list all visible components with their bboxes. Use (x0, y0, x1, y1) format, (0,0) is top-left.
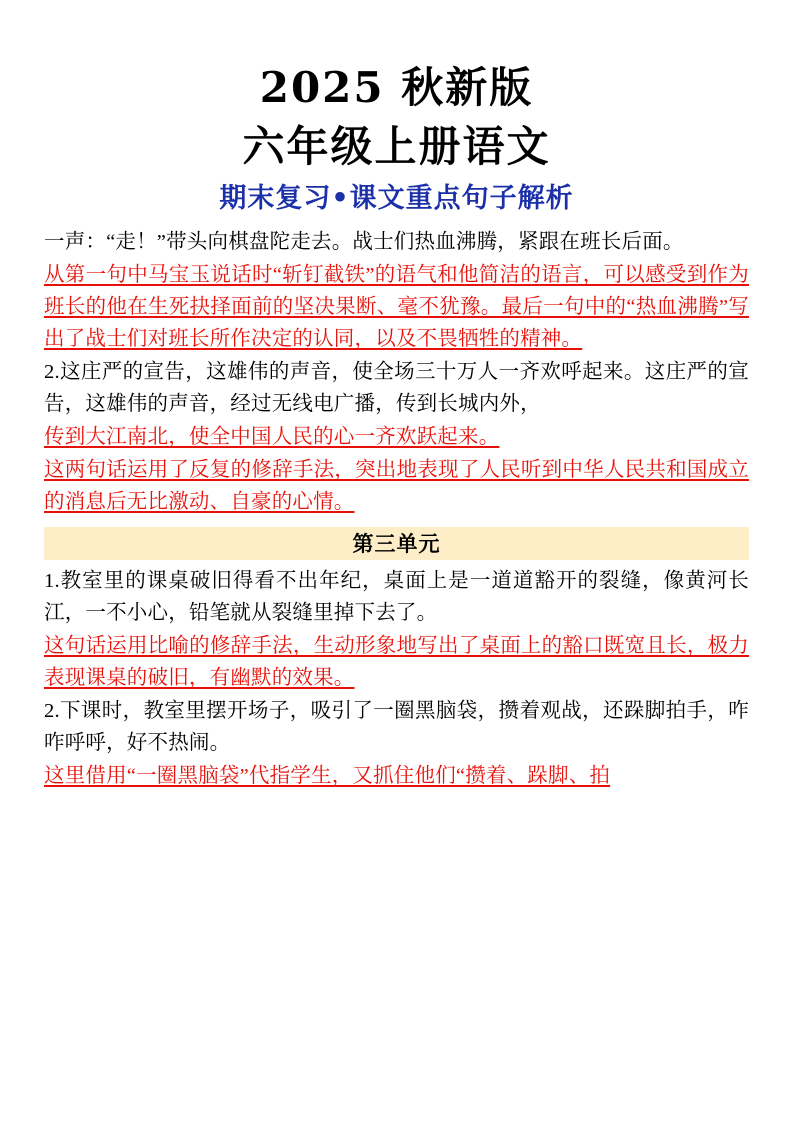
paragraph-original-1: 一声：“走！”带头向棋盘陀走去。战士们热血沸腾，紧跟在班长后面。 (44, 231, 684, 253)
paragraph-analysis-1: 从第一句中马宝玉说话时“斩钉截铁”的语气和他简洁的语言，可以感受到作为班长的他在生死抉择面前的坚决果断、毫不犹豫。最后一句中的“热血沸腾”写出了战士们对班长所作决定的认同，以及不畏牺牲的精神。 (44, 264, 749, 350)
page-title-year: 2025 秋新版 (259, 63, 534, 112)
paragraph-original-4: 2.下课时，教室里摆开场子，吸引了一圈黑脑袋，攒着观战，还跺脚拍手，咋咋呼呼，好不热闹。 (44, 700, 749, 754)
section-header-unit-3: 第三单元 (44, 527, 749, 560)
page-subtitle: 期末复习•课文重点句子解析 (219, 183, 574, 214)
paragraph-original-2: 2.这庄严的宣告，这雄伟的声音，使全场三十万人一齐欢呼起来。这庄严的宣告，这雄伟的声音，经过无线电广播，传到长城内外， (44, 361, 749, 415)
paragraph-original-2-continued: 传到大江南北，使全中国人民的心一齐欢跃起来。 (44, 426, 500, 448)
paragraph-analysis-4: 这里借用“一圈黑脑袋”代指学生，又抓住他们“攒着、跺脚、拍 (44, 765, 611, 787)
paragraph-original-3: 1.教室里的课桌破旧得看不出年纪，桌面上是一道道豁开的裂缝，像黄河长江，一不小心，铅笔就从裂缝里掉下去了。 (44, 570, 749, 624)
document-body (44, 226, 749, 792)
paragraph-analysis-2: 这两句话运用了反复的修辞手法，突出地表现了人民听到中华人民共和国成立的消息后无比激动、自豪的心情。 (44, 459, 749, 513)
paragraph-analysis-3: 这句话运用比喻的修辞手法，生动形象地写出了桌面上的豁口既宽且长，极力表现课桌的破旧，有幽默的效果。 (44, 635, 749, 689)
page-title-grade: 六年级上册语文 (242, 122, 551, 171)
